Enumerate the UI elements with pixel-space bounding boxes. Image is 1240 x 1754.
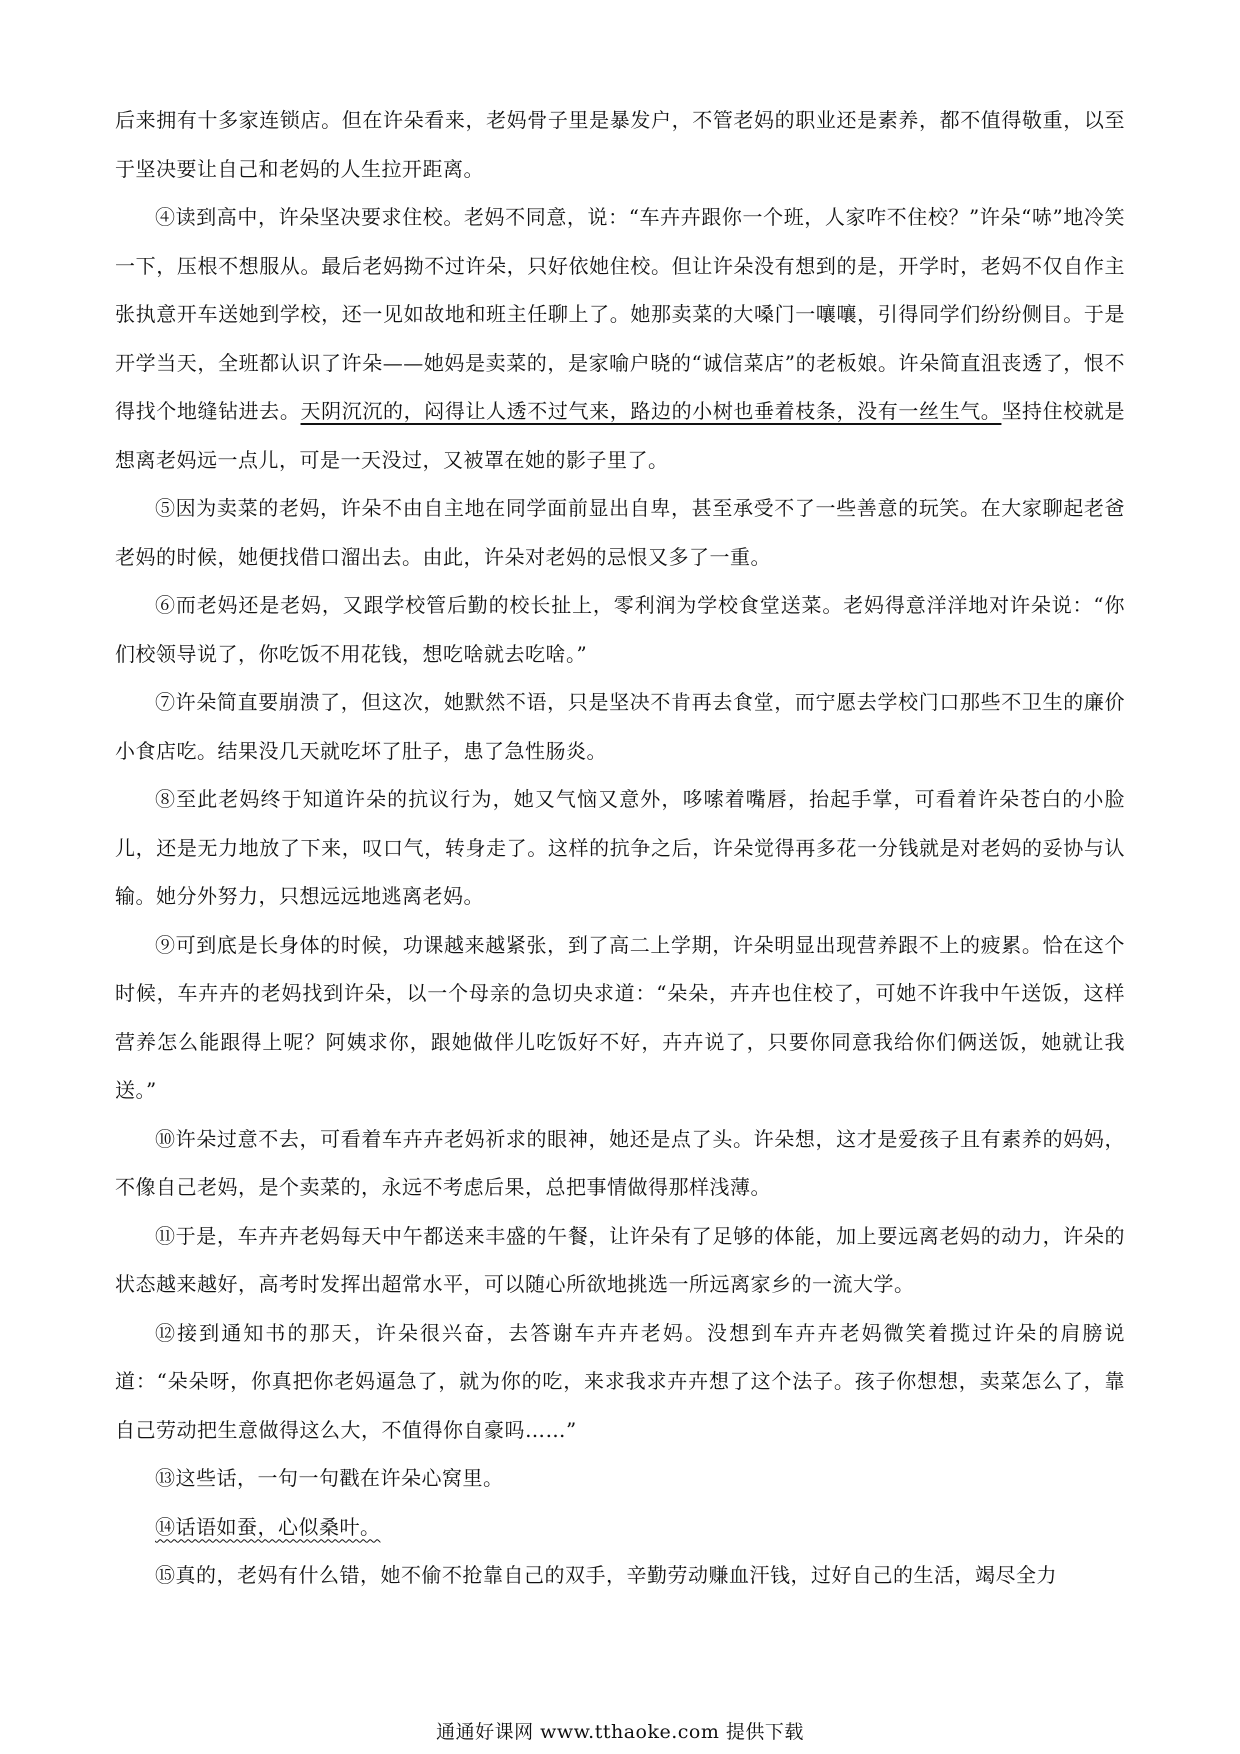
wavy-underlined-sentence: ⑭话语如蚕，心似桑叶。 bbox=[155, 1514, 381, 1539]
paragraph-6: ⑥而老妈还是老妈，又跟学校管后勤的校长扯上，零利润为学校食堂送菜。老妈得意洋洋地对许朵说：“你们校领导说了，你吃饭不用花钱，想吃啥就去吃啥。” bbox=[115, 593, 1125, 666]
paragraph-15: ⑮真的，老妈有什么错，她不偷不抢靠自己的双手，辛勤劳动赚血汗钱，过好自己的生活，竭尽全力 bbox=[155, 1563, 1057, 1587]
paragraph-10: ⑩许朵过意不去，可看着车卉卉老妈祈求的眼神，她还是点了头。许朵想，这才是爱孩子且有素养的妈妈，不像自己老妈，是个卖菜的，永远不考虑后果，总把事情做得那样浅薄。 bbox=[115, 1126, 1125, 1199]
page-footer: 通通好课网 www.tthaoke.com 提供下载 bbox=[436, 1721, 804, 1743]
paragraph-4-text-a: ④读到高中，许朵坚决要求住校。老妈不同意，说：“车卉卉跟你一个班，人家咋不住校？”许朵“哧”地冷笑一下，压根不想服从。最后老妈拗不过许朵，只好依她住校。但让许朵没有想到的是，开学时，老妈不仅自作主张执意开车送她到学校，还一见如故地和班主任聊上了。她那卖菜的大嗓门一嚷嚷，引得同学们纷纷侧目。于是开学当天，全班都认识了许朵——她妈是卖菜的，是家喻户晓的“诚信菜店”的老板娘。许朵简直沮丧透了，恨不得找个地缝钻进去。 bbox=[115, 205, 1125, 423]
paragraph-4 bbox=[115, 193, 1125, 484]
paragraph-7: ⑦许朵简直要崩溃了，但这次，她默然不语，只是坚决不肯再去食堂，而宁愿去学校门口那些不卫生的廉价小食店吃。结果没几天就吃坏了肚子，患了急性肠炎。 bbox=[115, 690, 1125, 763]
paragraph-11: ⑪于是，车卉卉老妈每天中午都送来丰盛的午餐，让许朵有了足够的体能，加上要远离老妈的动力，许朵的状态越来越好，高考时发挥出超常水平，可以随心所欲地挑选一所远离家乡的一流大学。 bbox=[115, 1223, 1125, 1296]
paragraph-5: ⑤因为卖菜的老妈，许朵不由自主地在同学面前显出自卑，甚至承受不了一些善意的玩笑。在大家聊起老爸老妈的时候，她便找借口溜出去。由此，许朵对老妈的忌恨又多了一重。 bbox=[115, 496, 1125, 569]
paragraph-4-text-b: 坚持住校就是想离老妈远一点儿，可是一天没过，又被罩在她的影子里了。 bbox=[115, 399, 1126, 472]
underlined-sentence: 天阴沉沉的，闷得让人透不过气来，路边的小树也垂着枝条，没有一丝生气。 bbox=[300, 399, 1002, 423]
paragraph-12: ⑫接到通知书的那天，许朵很兴奋，去答谢车卉卉老妈。没想到车卉卉老妈微笑着揽过许朵的肩膀说道：“朵朵呀，你真把你老妈逼急了，就为你的吃，来求我求卉卉想了这个法子。孩子你想想，卖菜怎么了，靠自己劳动把生意做得这么大，不值得你自豪吗……” bbox=[115, 1320, 1125, 1442]
paragraph-13: ⑬这些话，一句一句戳在许朵心窝里。 bbox=[155, 1466, 504, 1490]
paragraph-9: ⑨可到底是长身体的时候，功课越来越紧张，到了高二上学期，许朵明显出现营养跟不上的疲累。恰在这个时候，车卉卉的老妈找到许朵，以一个母亲的急切央求道：“朵朵，卉卉也住校了，可她不许我中午送饭，这样营养怎么能跟得上呢？阿姨求你，跟她做伴儿吃饭好不好，卉卉说了，只要你同意我给你们俩送饭，她就让我送。” bbox=[115, 932, 1125, 1102]
document-body bbox=[115, 96, 1125, 1600]
paragraph-14 bbox=[115, 1503, 1125, 1552]
paragraph-continued: 后来拥有十多家连锁店。但在许朵看来，老妈骨子里是暴发户，不管老妈的职业还是素养，都不值得敬重，以至于坚决要让自己和老妈的人生拉开距离。 bbox=[115, 108, 1125, 181]
paragraph-8: ⑧至此老妈终于知道许朵的抗议行为，她又气恼又意外，哆嗦着嘴唇，抬起手掌，可看着许朵苍白的小脸儿，还是无力地放了下来，叹口气，转身走了。这样的抗争之后，许朵觉得再多花一分钱就是对老妈的妥协与认输。她分外努力，只想远远地逃离老妈。 bbox=[115, 787, 1125, 908]
